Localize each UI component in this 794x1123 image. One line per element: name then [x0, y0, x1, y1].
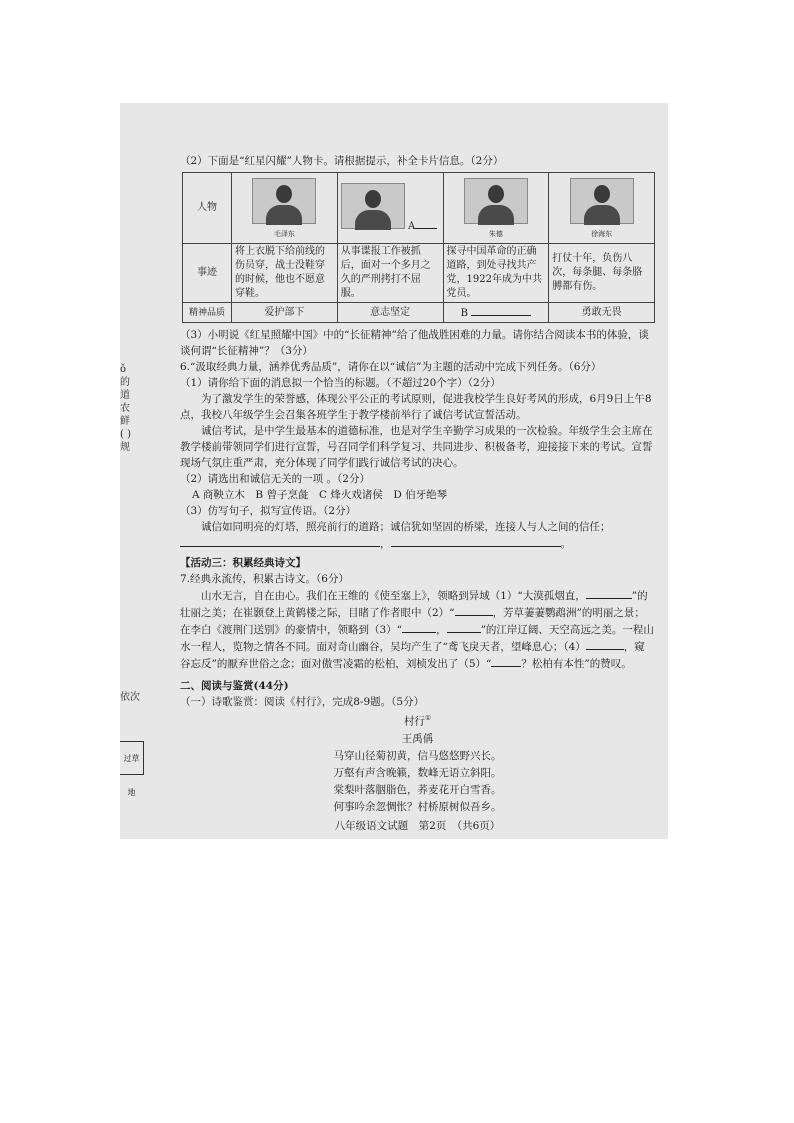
page-footer: 八年级语文试题 第2页 （共6页） — [334, 819, 501, 832]
margin-char: ǒ — [120, 364, 127, 375]
table-row-qualities — [183, 303, 655, 323]
slogan-sample: 诚信如同明亮的灯塔，照亮前行的道路；诚信犹如坚固的桥梁，连接人与人之间的信任； — [201, 521, 611, 533]
row-label-quality: 精神品质 — [183, 303, 232, 323]
deed-cell: 探寻中国革命的正确道路，到处寻找共产党，1922年成为中共党员。 — [443, 244, 549, 303]
poem-line: 何事吟余忽惆怅？村桥原树似吾乡。 — [333, 800, 502, 813]
question-6-title: 6.“汲取经典力量，涵养优秀品质”，请你在以“诚信”为主题的活动中完成下列任务。（6分） — [180, 361, 602, 373]
passage-part: ？松柏有本性”的赞叹。 — [521, 658, 632, 670]
person-cell-2 — [337, 173, 443, 244]
deed-cell: 打仗十年，负伤八次，每条腿、每条胳膊都有伤。 — [549, 244, 655, 303]
portrait-image — [341, 183, 405, 229]
poem-line: 棠梨叶落胭脂色，荞麦花开白雪香。 — [333, 783, 502, 796]
part-2-title: 二、阅读与鉴赏(44分) — [180, 680, 289, 692]
question-6-sub2: （2）请选出和诚信无关的一项 。（2分） — [180, 473, 370, 485]
question-3-text: （3）小明说《红星照耀中国》中的“长征精神”给了他战胜困难的力量。请你结合阅读本书的体验，谈谈何谓“长征精神”？（3分） — [180, 329, 649, 357]
person-cell-4 — [549, 173, 655, 244]
poetry-fill-passage — [180, 587, 655, 672]
slogan-blank-2[interactable] — [391, 535, 561, 547]
poem-line: 万壑有声含晚籁，数峰无语立斜阳。 — [333, 766, 502, 779]
slogan-blank-1[interactable] — [180, 535, 380, 547]
left-margin-fragments — [120, 363, 142, 454]
news-paragraph-1: 为了激发学生的荣誉感，体现公平公正的考试原则，促进我校学生良好考风的形成，6月9日上午8点，我校八年级学生会召集各班学生于教学楼前举行了诚信考试宣誓活动。 — [180, 393, 652, 421]
deed-cell: 将上衣脱下给前线的伤员穿，战士没鞋穿的时候，他也不愿意穿鞋。 — [232, 244, 338, 303]
margin-char: ( ) — [120, 429, 131, 440]
blank-label-a: A — [407, 220, 416, 232]
table-row-people — [183, 173, 655, 244]
question-6-sub3: （3）仿写句子，拟写宣传语。（2分） — [180, 505, 357, 517]
news-paragraph-2: 诚信考试，是中学生最基本的道德标准，也是对学生辛勤学习成果的一次检验。年级学生会主席在教学楼前带领同学们进行宣誓，号召同学们科学复习、共同进步、积极备考，迎接接下来的考试。宣誓现场气氛庄重严肃，充分体现了同学们践行诚信考试的决心。 — [180, 425, 653, 469]
passage-part: ”的壮丽之美；在崔颢登上黄鹤楼之际，目睹了作者眼中（2）“ — [180, 590, 648, 619]
passage-part: 山水无言，自在由心。我们在王维的《使至塞上》，领略到异域（1）“大漠孤烟直， — [201, 590, 586, 602]
fill-blank-b[interactable] — [471, 304, 531, 316]
passage-part: ，芳草萋萋鹦鹉洲”的明丽之景；在李白《渡荆门送别》的豪情中，领略到（3）“ — [180, 607, 645, 636]
passage-part: ”的江岸辽阔、天空高远之美。一程山水一程人，览物之情各不同。面对奇山幽谷，吴均产生了“鸢飞戾天者，望峰息心；（4） — [180, 624, 654, 653]
margin-fragment-yici: 依次 — [120, 692, 140, 703]
question-6-sub1: （1）请你给下面的消息拟一个恰当的标题。（不超过20个字）（2分） — [180, 377, 501, 389]
passage-part: ， — [436, 624, 447, 636]
row-label-deeds: 事迹 — [183, 244, 232, 303]
table-row-deeds — [183, 244, 655, 303]
quality-cell: 爱护部下 — [232, 303, 338, 323]
portrait-image — [252, 178, 316, 224]
margin-char: 道 — [120, 390, 130, 401]
margin-char: 的 — [120, 377, 130, 388]
person-name: 徐海东 — [591, 229, 613, 238]
person-name: 毛泽东 — [273, 229, 295, 238]
poem-blank-4[interactable] — [447, 621, 481, 633]
page-content — [180, 153, 655, 834]
person-cell-1 — [232, 173, 338, 244]
poem-author: 王禹偁 — [401, 732, 434, 745]
question-7-title: 7.经典永流传，积累古诗文。（6分） — [180, 573, 349, 585]
margin-char: 农 — [120, 403, 130, 414]
question-6-options: A 商鞅立木 B 曾子烹彘 C 烽火戏诸侯 D 伯牙绝琴 — [192, 489, 448, 501]
poem-title: 村行① — [403, 714, 432, 728]
margin-box-label: 过草地 — [120, 741, 144, 775]
scanned-page — [120, 103, 668, 839]
blank-label-b: B — [460, 308, 468, 319]
margin-char: 鲜 — [120, 416, 130, 427]
passage-part: ，窥谷忘反”的厭弃世俗之念；面对傲雪凌霜的松柏，刘桢发出了（5）“ — [180, 641, 645, 670]
poem-title-note: ① — [424, 714, 432, 722]
poem-blank-1[interactable] — [586, 587, 632, 599]
quality-cell-b — [443, 303, 549, 323]
portrait-image — [570, 178, 634, 224]
person-name: 朱德 — [488, 229, 503, 238]
activity-3-title: 【活动三：积累经典诗文】 — [180, 557, 306, 569]
poem-blank-3[interactable] — [402, 621, 436, 633]
row-label-person: 人物 — [183, 173, 232, 244]
portrait-image — [464, 178, 528, 224]
slogan-answer-line: ， 。 — [180, 535, 655, 552]
poem-line: 马穿山径菊初黄，信马悠悠野兴长。 — [333, 749, 502, 762]
poem-blank-5[interactable] — [586, 638, 624, 650]
poem-blank-6[interactable] — [491, 655, 521, 667]
quality-cell: 勇敢无畏 — [549, 303, 655, 323]
character-card-table — [182, 172, 655, 323]
part-2-subtitle: （一）诗歌鉴赏：阅读《村行》，完成8-9题。（5分） — [180, 696, 425, 708]
quality-cell: 意志坚定 — [337, 303, 443, 323]
poem-blank-2[interactable] — [455, 604, 493, 616]
margin-char: 规 — [120, 442, 130, 453]
question-2-prompt: （2）下面是“红星闪耀”人物卡。请根据提示，补全卡片信息。（2分） — [180, 155, 504, 167]
person-cell-3 — [443, 173, 549, 244]
poem-block — [180, 710, 655, 816]
fill-blank-a[interactable] — [415, 217, 437, 229]
deed-cell: 从事谍报工作被抓后，面对一个多月之久的严刑拷打不屈服。 — [337, 244, 443, 303]
